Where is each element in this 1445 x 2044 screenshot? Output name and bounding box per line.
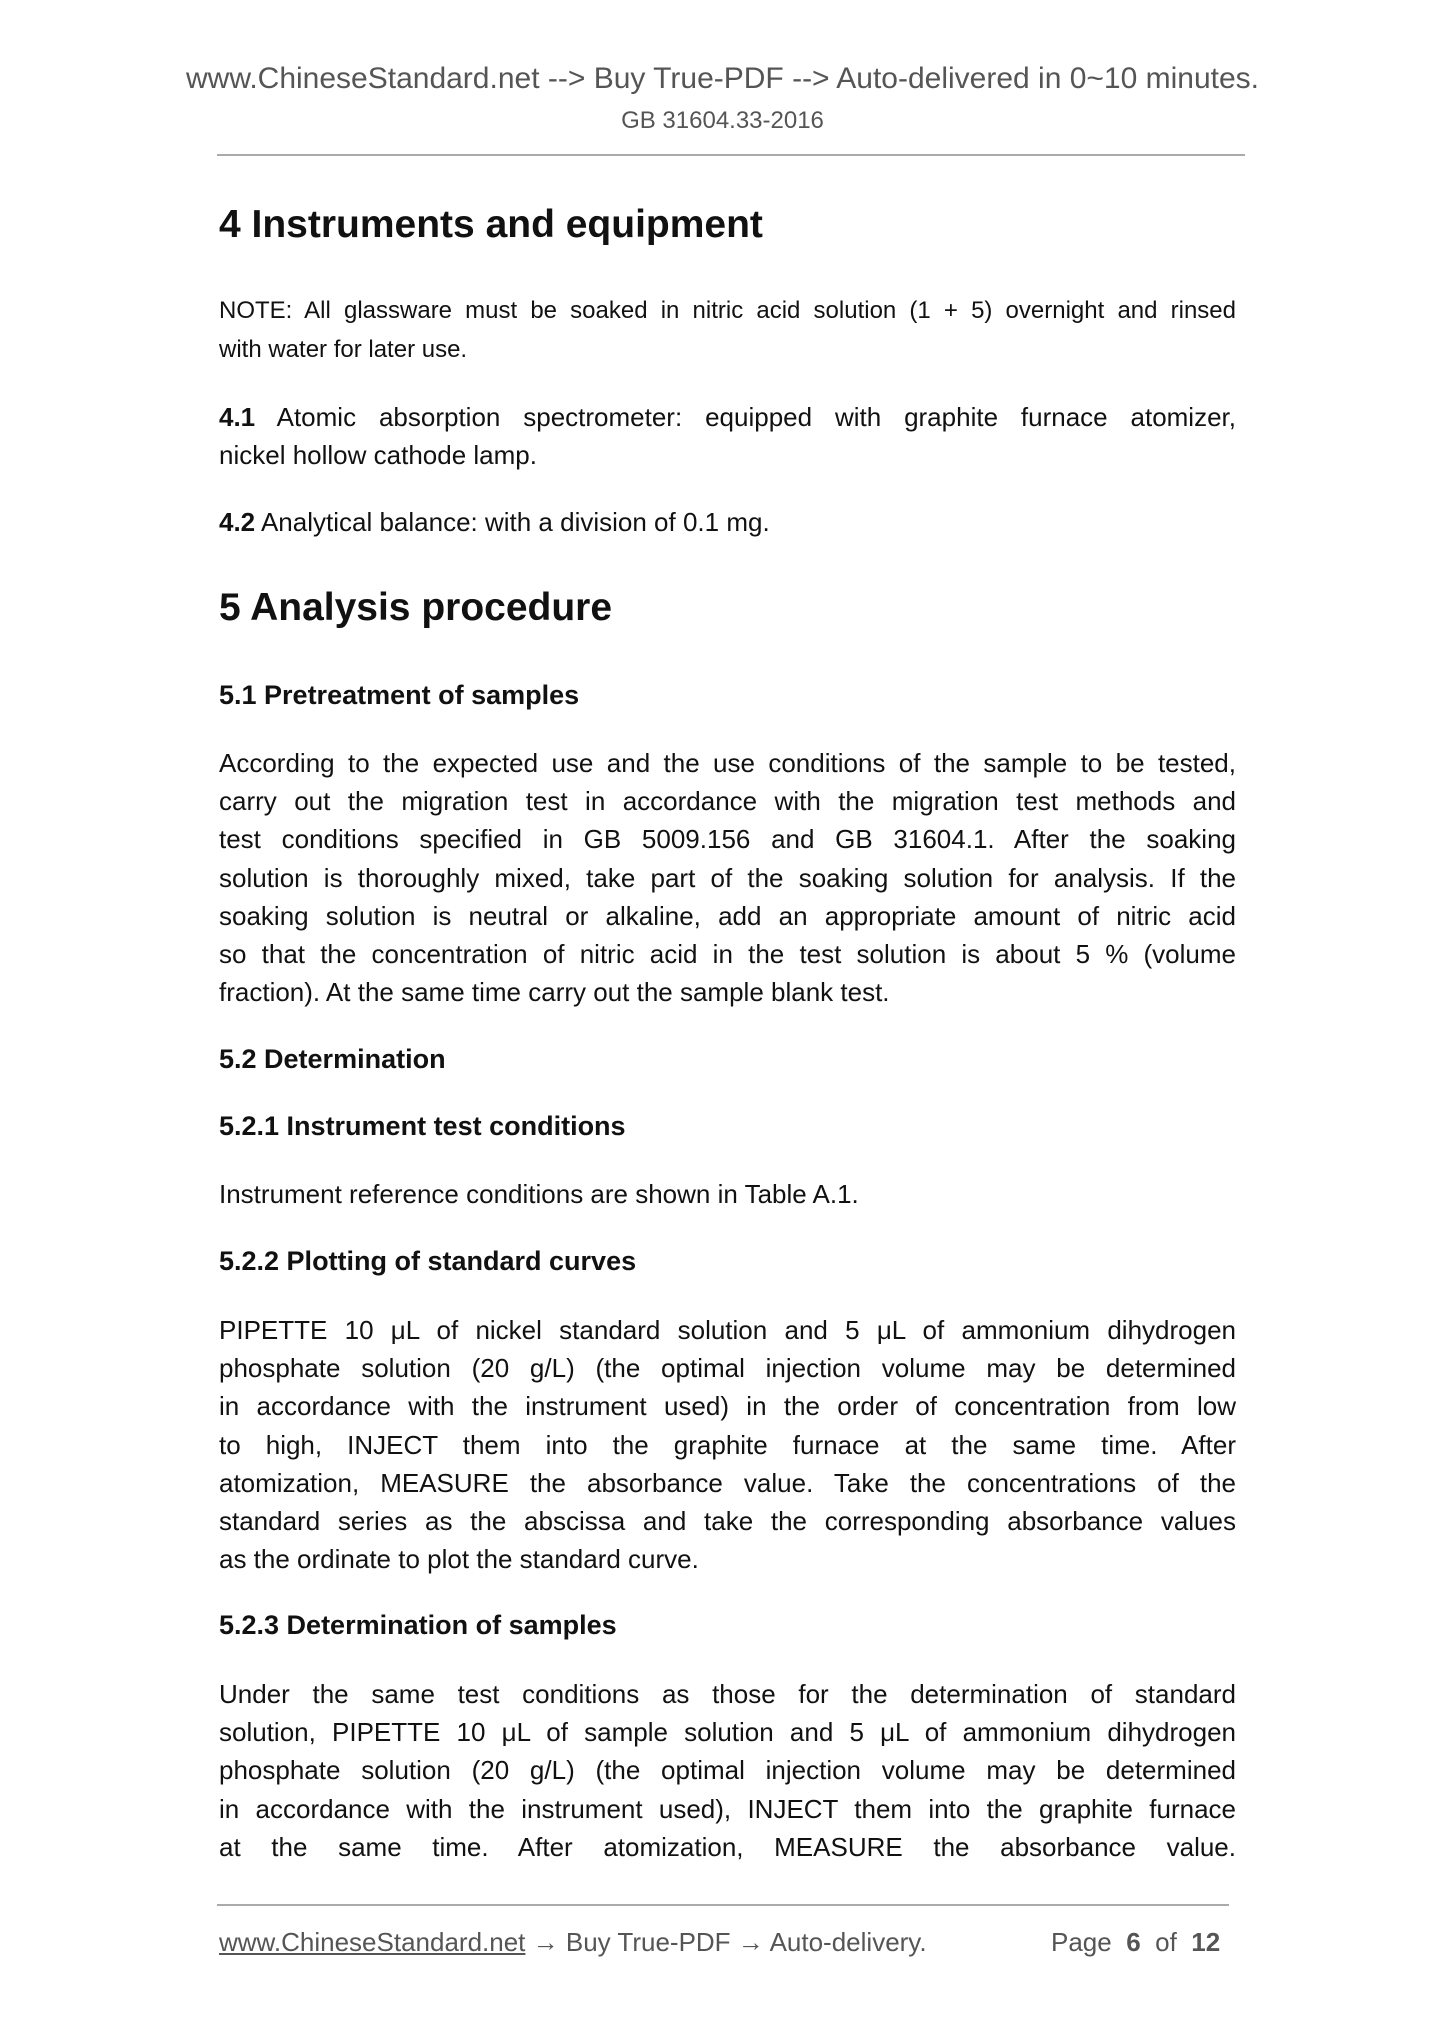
- section-5-2-1-text: Instrument reference conditions are shown in Table A.1.: [219, 1179, 859, 1209]
- note-line: NOTE: All glassware must be soaked in nitric acid solution (1 + 5) overnight and rinsed: [219, 297, 1236, 324]
- footer-divider: [217, 1904, 1229, 1906]
- paragraph-line: carry out the migration test in accordance with the migration test methods and: [219, 786, 1236, 817]
- paragraph-line: fraction). At the same time carry out the sample blank test.: [219, 977, 890, 1008]
- section-5-heading: 5 Analysis procedure: [219, 586, 613, 629]
- item-text: Analytical balance: with a division of 0.1 mg.: [260, 507, 770, 537]
- section-5-2-3-heading: 5.2.3 Determination of samples: [219, 1610, 617, 1640]
- page-number: 6: [1126, 1927, 1141, 1957]
- paragraph-line: atomization, MEASURE the absorbance value. Take the concentrations of the: [219, 1467, 1236, 1498]
- paragraph-line: PIPETTE 10 μL of nickel standard solution and 5 μL of ammonium dihydrogen: [219, 1315, 1236, 1345]
- footer-link[interactable]: www.ChineseStandard.net: [219, 1927, 526, 1957]
- paragraph-line: as the ordinate to plot the standard curve.: [219, 1544, 699, 1575]
- item-4-1: [219, 401, 1236, 433]
- paragraph-line: test conditions specified in GB 5009.156 and GB 31604.1. After the soaking: [219, 824, 1236, 855]
- header-divider: [217, 154, 1245, 156]
- section-5-2-2-heading: 5.2.2 Plotting of standard curves: [219, 1246, 637, 1276]
- item-number: 4.2: [219, 507, 256, 537]
- footer-left: [219, 1926, 927, 1958]
- paragraph-line: in accordance with the instrument used), INJECT them into the graphite furnace: [219, 1793, 1236, 1824]
- paragraph-line: to high, INJECT them into the graphite furnace at the same time. After: [219, 1429, 1236, 1460]
- page-total: 12: [1191, 1927, 1221, 1957]
- document-code: GB 31604.33-2016: [621, 107, 824, 134]
- page-label: Page: [1051, 1927, 1112, 1957]
- paragraph-line: solution, PIPETTE 10 μL of sample solution and 5 μL of ammonium dihydrogen: [219, 1717, 1236, 1748]
- note-line: with water for later use.: [219, 336, 468, 363]
- section-5-2-heading: 5.2 Determination: [219, 1044, 446, 1074]
- paragraph-line: Under the same test conditions as those for the determination of standard: [219, 1679, 1236, 1709]
- paragraph-line: phosphate solution (20 g/L) (the optimal injection volume may be determined: [219, 1353, 1236, 1384]
- paragraph-line: According to the expected use and the use conditions of the sample to be tested,: [219, 748, 1236, 778]
- item-4-1-cont: nickel hollow cathode lamp.: [219, 440, 537, 470]
- paragraph-line: so that the concentration of nitric acid in the test solution is about 5 % (volume: [219, 939, 1236, 969]
- paragraph-line: phosphate solution (20 g/L) (the optimal injection volume may be determined: [219, 1755, 1236, 1786]
- section-4-heading: 4 Instruments and equipment: [219, 203, 763, 246]
- paragraph-line: in accordance with the instrument used) in the order of concentration from low: [219, 1391, 1236, 1422]
- paragraph-line: soaking solution is neutral or alkaline, add an appropriate amount of nitric acid: [219, 900, 1236, 931]
- header-banner: www.ChineseStandard.net --> Buy True-PDF --> Auto-delivered in 0~10 minutes.: [185, 62, 1260, 95]
- section-5-1-heading: 5.1 Pretreatment of samples: [219, 680, 580, 710]
- paragraph-line: standard series as the abscissa and take the corresponding absorbance values: [219, 1506, 1236, 1536]
- item-text: Atomic absorption spectrometer: equipped with graphite furnace atomizer,: [276, 402, 1236, 432]
- page-of: of: [1155, 1927, 1177, 1957]
- paragraph-line: solution is thoroughly mixed, take part of the soaking solution for analysis. If the: [219, 862, 1236, 893]
- item-4-2: [219, 506, 1236, 538]
- item-number: 4.1: [219, 402, 256, 432]
- section-5-2-1-heading: 5.2.1 Instrument test conditions: [219, 1111, 626, 1141]
- footer-text: → Buy True-PDF → Auto-delivery.: [525, 1927, 927, 1957]
- page-indicator: [1051, 1926, 1220, 1958]
- paragraph-line: at the same time. After atomization, MEASURE the absorbance value.: [219, 1831, 1236, 1862]
